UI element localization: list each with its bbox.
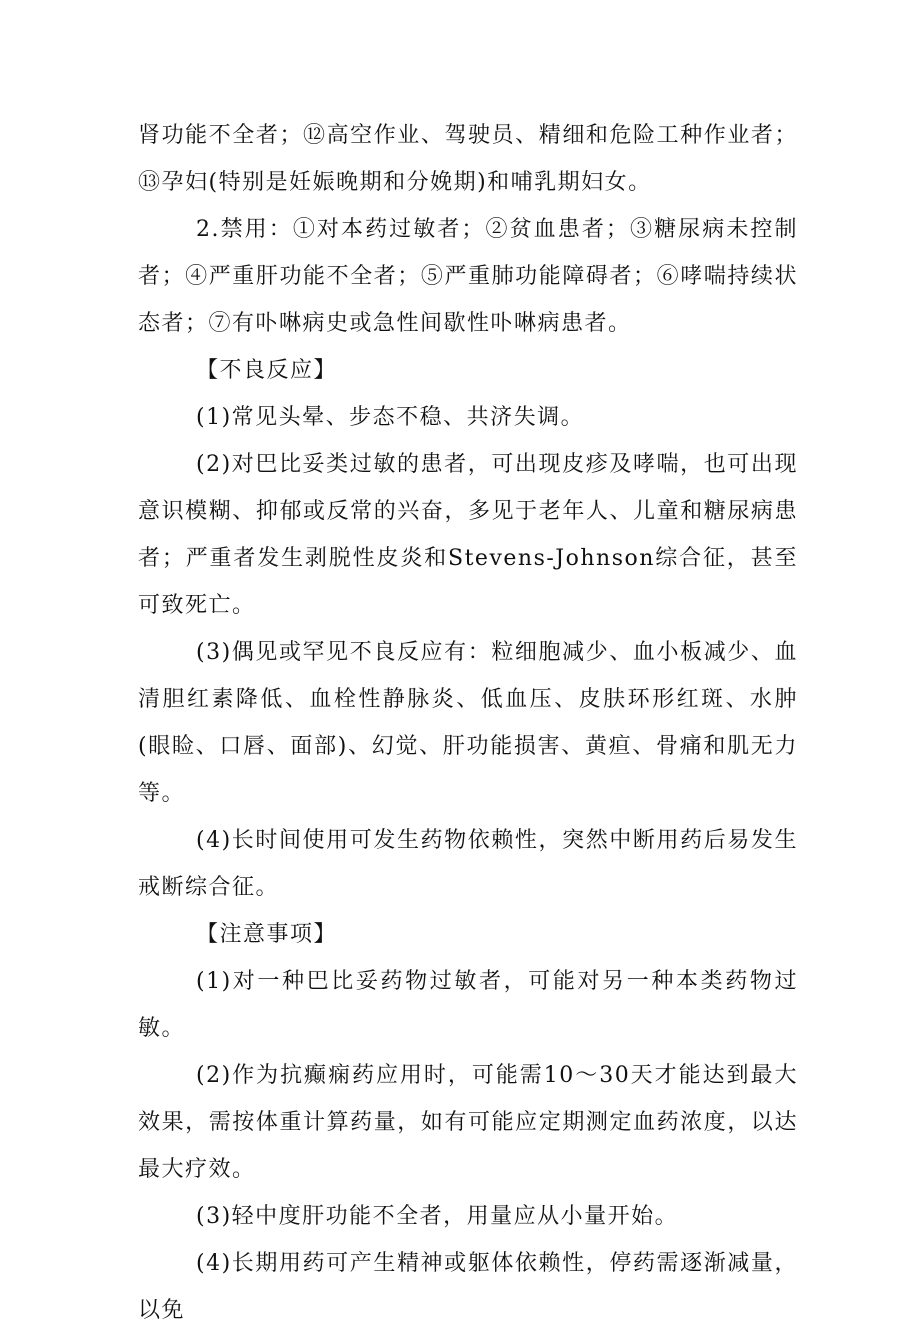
paragraph-precaution-3: (3)轻中度肝功能不全者，用量应从小量开始。	[196, 1204, 679, 1229]
paragraph-prohibited-use: 2.禁用：①对本药过敏者；②贫血患者；③糖尿病未控制者；④严重肝功能不全者；⑤严重肺功能障碍者；⑥哮喘持续状态者；⑦有卟啉病史或急性间歇性卟啉病患者。	[138, 217, 798, 336]
section-heading-adverse-reactions: 【不良反应】	[196, 358, 338, 383]
paragraph-adverse-1: (1)常见头晕、步态不稳、共济失调。	[196, 405, 585, 430]
document-body	[138, 112, 798, 1334]
section-heading-precautions: 【注意事项】	[196, 922, 338, 947]
paragraph-precaution-4: (4)长期用药可产生精神或躯体依赖性，停药需逐渐减量，以免	[138, 1251, 798, 1323]
paragraph-adverse-2: (2)对巴比妥类过敏的患者，可出现皮疹及哮喘，也可出现意识模糊、抑郁或反常的兴奋，多见于老年人、儿童和糖尿病患者；严重者发生剥脱性皮炎和Stevens-Johnson综合征，甚至可致死亡。	[138, 452, 798, 618]
paragraph-contraindication-continued: 肾功能不全者；⑫高空作业、驾驶员、精细和危险工种作业者；⑬孕妇(特别是妊娠晚期和分娩期)和哺乳期妇女。	[138, 123, 798, 195]
paragraph-adverse-3: (3)偶见或罕见不良反应有：粒细胞减少、血小板减少、血清胆红素降低、血栓性静脉炎、低血压、皮肤环形红斑、水肿(眼睑、口唇、面部)、幻觉、肝功能损害、黄疸、骨痛和肌无力等。	[138, 640, 798, 806]
paragraph-precaution-1: (1)对一种巴比妥药物过敏者，可能对另一种本类药物过敏。	[138, 969, 798, 1041]
paragraph-precaution-2: (2)作为抗癫痫药应用时，可能需10～30天才能达到最大效果，需按体重计算药量，如有可能应定期测定血药浓度，以达最大疗效。	[138, 1063, 798, 1182]
paragraph-adverse-4: (4)长时间使用可发生药物依赖性，突然中断用药后易发生戒断综合征。	[138, 828, 798, 900]
